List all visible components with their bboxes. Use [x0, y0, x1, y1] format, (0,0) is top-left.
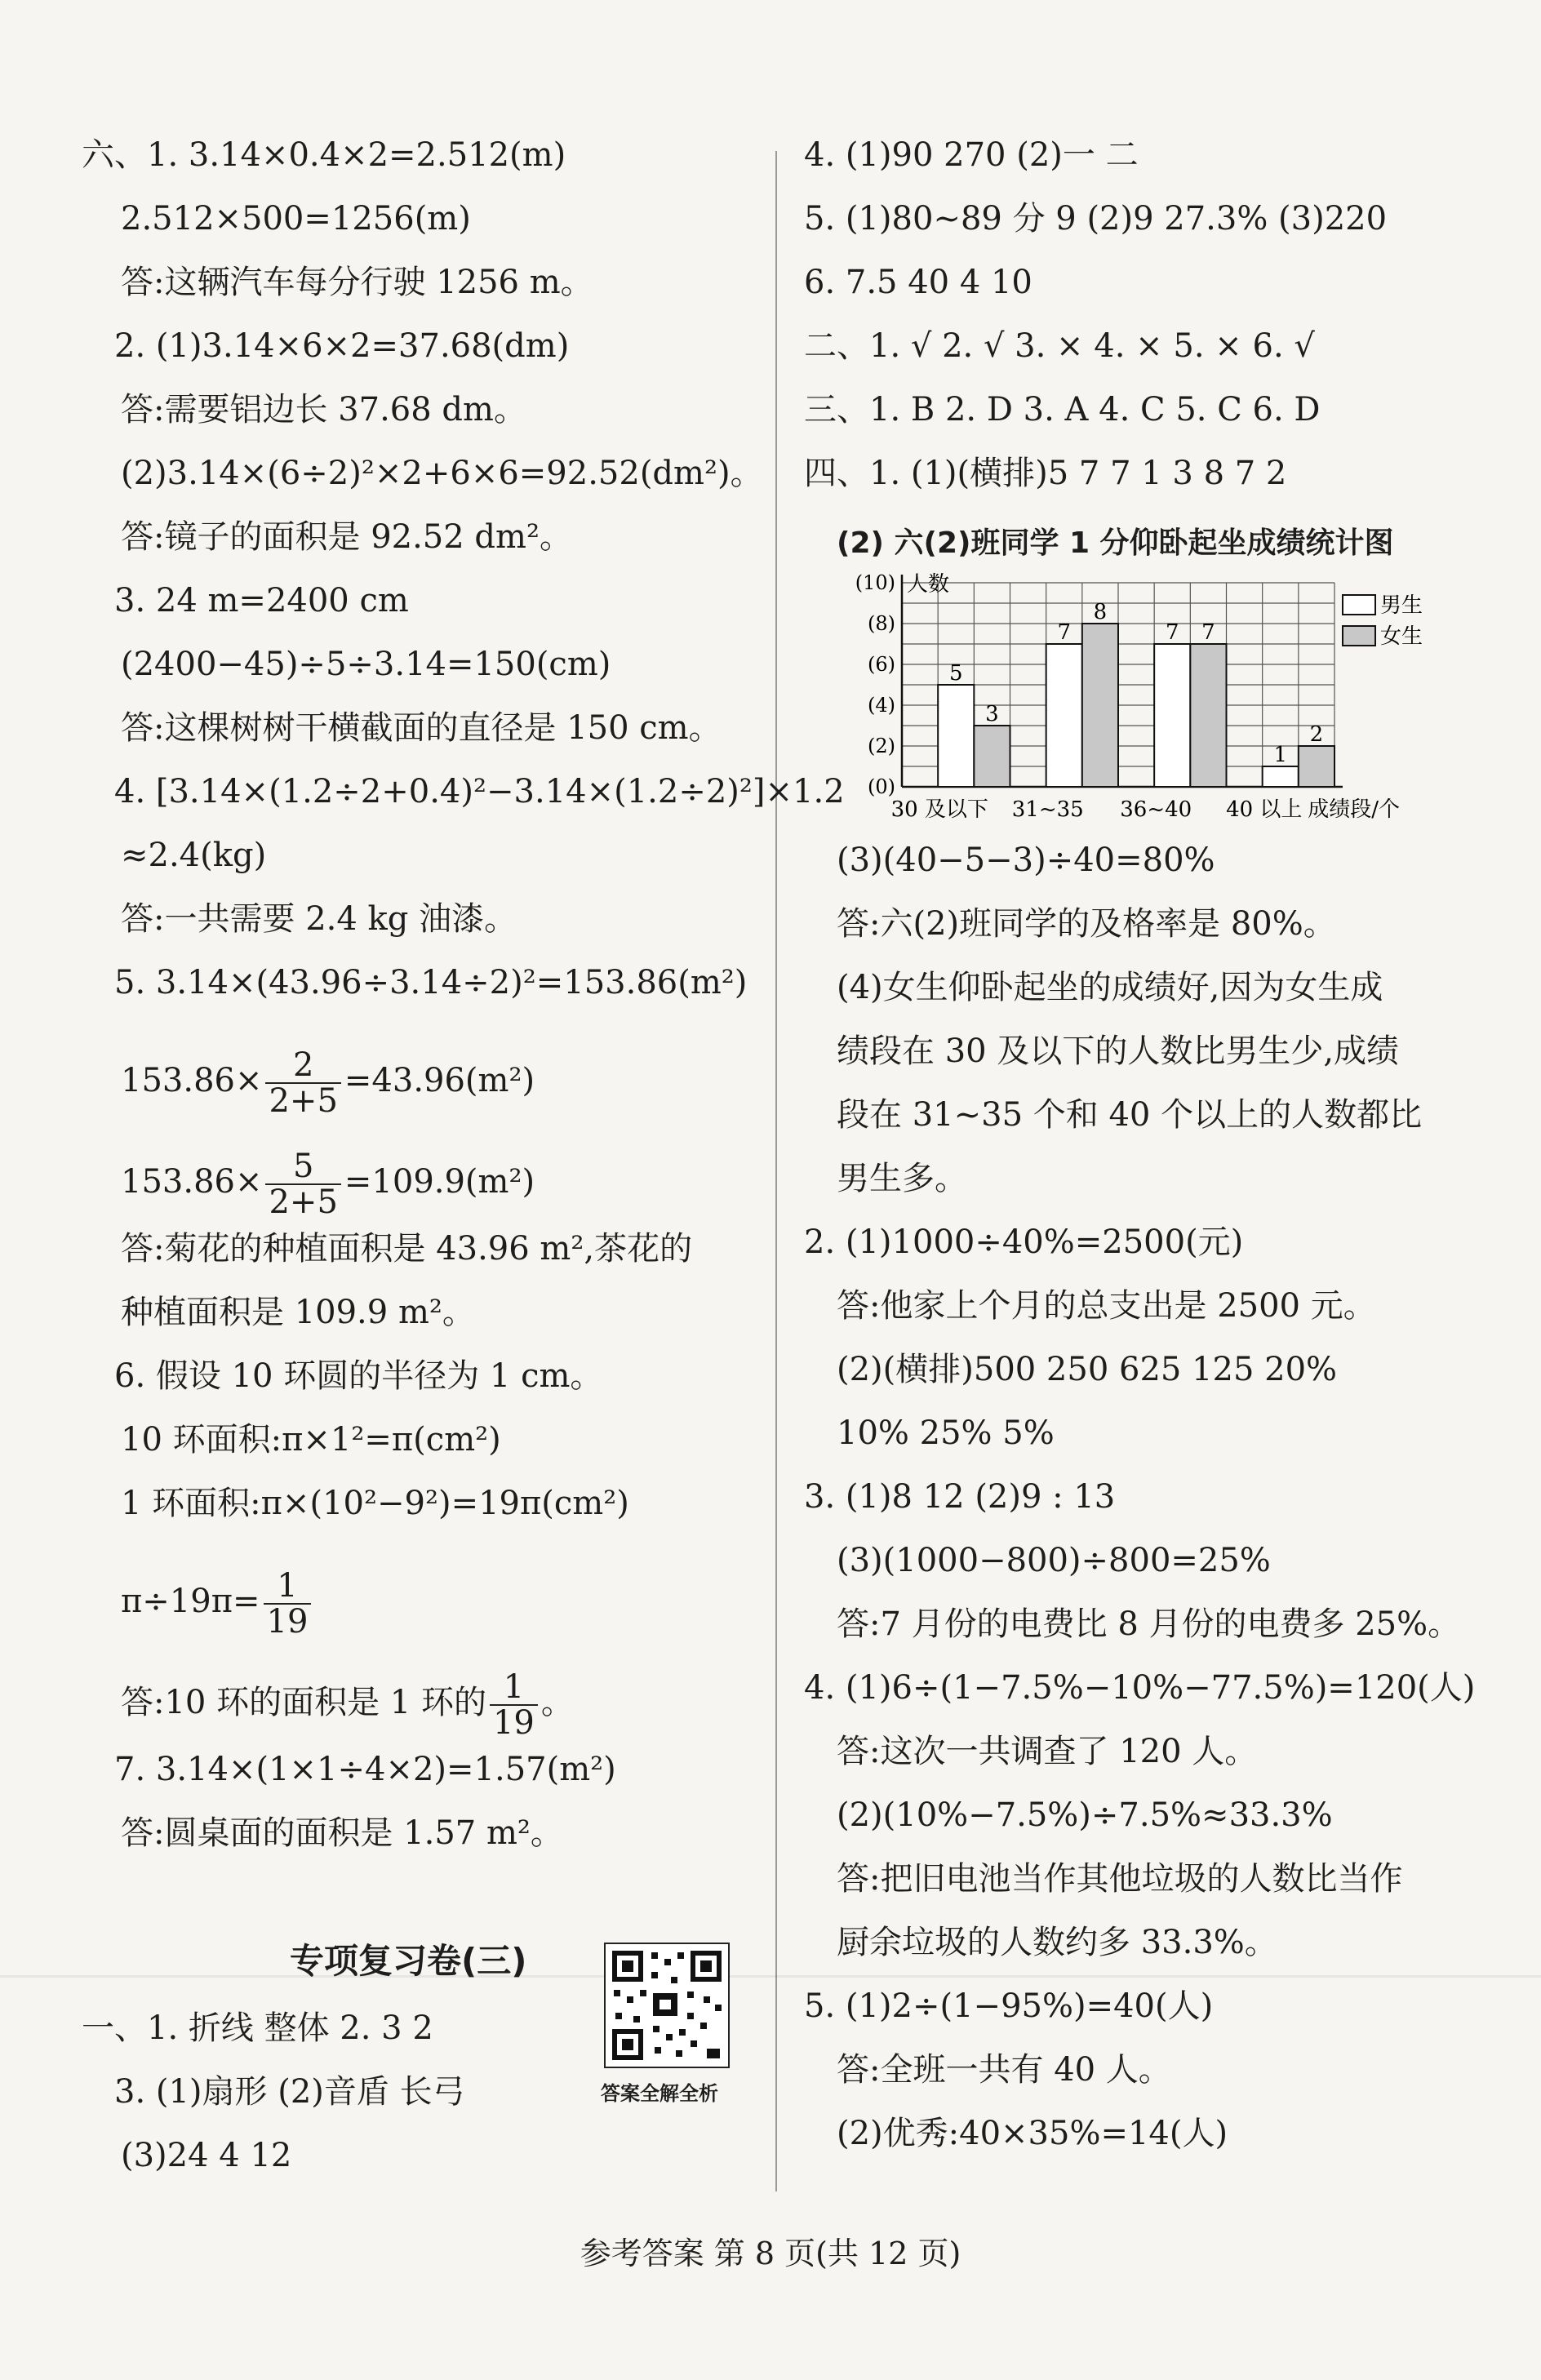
answer-line: 2.512×500=1256(m) — [121, 200, 471, 238]
fraction — [264, 1569, 312, 1639]
answer-line: 段在 31~35 个和 40 个以上的人数都比 — [837, 1096, 1423, 1134]
y-tick-label: (8) — [868, 612, 895, 635]
data-label: 3 — [985, 702, 999, 726]
answer-line: 男生多。 — [837, 1160, 967, 1197]
expr-text: 。 — [540, 1684, 574, 1721]
fraction-line — [82, 1551, 759, 1652]
answer-line: 答:镜子的面积是 92.52 dm²。 — [121, 518, 572, 556]
answer-line: 6. 7.5 40 4 10 — [804, 264, 1033, 301]
bar-男生 — [1154, 644, 1190, 787]
expr-text: 153.86× — [121, 1062, 263, 1099]
expr-text: 153.86× — [121, 1163, 263, 1201]
answer-line: 5. (1)2÷(1−95%)=40(人) — [804, 1987, 1214, 2025]
expr-text: π÷19π= — [121, 1583, 260, 1620]
answer-line: 7. 3.14×(1×1÷4×2)=1.57(m²) — [114, 1751, 616, 1788]
data-label: 8 — [1093, 600, 1108, 624]
answer-line: 答:一共需要 2.4 kg 油漆。 — [121, 900, 517, 938]
bar-女生 — [1082, 624, 1118, 787]
answer-line: 答:需要铝边长 37.68 dm。 — [121, 391, 526, 428]
answer-line: 3. 24 m=2400 cm — [114, 582, 409, 619]
bar-女生 — [974, 726, 1010, 787]
denominator: 19 — [266, 1603, 309, 1641]
chart-title: (2) 六(2)班同学 1 分仰卧起坐成绩统计图 — [837, 526, 1394, 560]
answer-line: (3)24 4 12 — [121, 2137, 292, 2174]
section-title: 专项复习卷(三) — [290, 1941, 527, 1981]
answer-line: 答:六(2)班同学的及格率是 80%。 — [837, 905, 1336, 943]
answer-line: 3. (1)8 12 (2)9 : 13 — [804, 1478, 1116, 1516]
answer-line: 2. (1)3.14×6×2=37.68(dm) — [114, 327, 570, 365]
answer-line: 10% 25% 5% — [837, 1414, 1055, 1452]
numerator: 5 — [265, 1149, 340, 1185]
denominator: 2+5 — [269, 1183, 338, 1221]
answer-line: (3)(1000−800)÷800=25% — [837, 1542, 1271, 1579]
left-column — [82, 136, 845, 1880]
y-tick-label: (10) — [855, 571, 895, 594]
x-tick-label: 36~40 — [1120, 797, 1192, 822]
answer-line: 4. (1)90 270 (2)一 二 — [804, 136, 1139, 174]
x-axis-label: 成绩段/个 — [1308, 797, 1400, 822]
answer-line: 答:他家上个月的总支出是 2500 元。 — [837, 1287, 1376, 1325]
answer-line: (2)(横排)500 250 625 125 20% — [837, 1351, 1338, 1388]
y-tick-label: (6) — [868, 653, 895, 676]
y-tick-label: (0) — [868, 775, 895, 798]
x-tick-label: 31~35 — [1011, 797, 1084, 822]
bar-男生 — [938, 685, 974, 787]
answer-line: 3. (1)扇形 (2)音盾 长弓 — [114, 2073, 465, 2111]
right-column — [804, 136, 1481, 2181]
answer-line: 答:把旧电池当作其他垃圾的人数比当作 — [837, 1860, 1403, 1898]
answer-line: 三、1. B 2. D 3. A 4. C 5. C 6. D — [804, 391, 1321, 428]
answer-line: 2. (1)1000÷40%=2500(元) — [804, 1223, 1244, 1261]
fraction-line — [82, 1652, 759, 1753]
answer-line: (2400−45)÷5÷3.14=150(cm) — [121, 646, 611, 683]
x-tick-label: 40 以上 — [1226, 797, 1303, 822]
answer-line: 一、1. 折线 整体 2. 3 2 — [82, 2009, 433, 2047]
answer-line: 5. (1)80~89 分 9 (2)9 27.3% (3)220 — [804, 200, 1388, 238]
expr-text: 答:10 环的面积是 1 环的 — [121, 1684, 486, 1721]
answer-line: 4. [3.14×(1.2÷2+0.4)²−3.14×(1.2÷2)²]×1.2 — [114, 773, 845, 810]
bar-女生 — [1190, 644, 1226, 787]
fraction — [265, 1048, 340, 1118]
answer-line: 答:这辆汽车每分行驶 1256 m。 — [121, 264, 593, 301]
expr-text: =109.9(m²) — [344, 1163, 535, 1201]
answer-line: 6. 假设 10 环圆的半径为 1 cm。 — [114, 1357, 603, 1395]
answer-line: 答:7 月份的电费比 8 月份的电费多 25%。 — [837, 1605, 1461, 1643]
left-bottom-block — [82, 2009, 759, 2203]
answer-line: (2)(10%−7.5%)÷7.5%≈33.3% — [837, 1796, 1333, 1834]
answer-line: 答:这次一共调查了 120 人。 — [837, 1733, 1258, 1770]
bar-男生 — [1263, 766, 1299, 787]
legend-label: 女生 — [1380, 624, 1423, 649]
data-label: 2 — [1309, 722, 1324, 747]
denominator: 19 — [492, 1704, 535, 1742]
y-axis-label: 人数 — [907, 572, 950, 597]
answer-line: 二、1. √ 2. √ 3. × 4. × 5. × 6. √ — [804, 327, 1315, 365]
numerator: 2 — [265, 1048, 340, 1084]
answer-line: (2)3.14×(6÷2)²×2+6×6=92.52(dm²)。 — [121, 455, 763, 492]
answer-line: 种植面积是 109.9 m²。 — [121, 1294, 475, 1331]
fraction — [490, 1670, 538, 1740]
y-tick-label: (4) — [868, 694, 895, 717]
answer-line: 答:圆桌面的面积是 1.57 m²。 — [121, 1814, 563, 1852]
answer-line: (4)女生仰卧起坐的成绩好,因为女生成 — [837, 969, 1383, 1006]
answer-line: 4. (1)6÷(1−7.5%−10%−77.5%)=120(人) — [804, 1669, 1476, 1707]
numerator: 1 — [264, 1569, 312, 1605]
answer-line: 5. 3.14×(43.96÷3.14÷2)²=153.86(m²) — [114, 964, 748, 1001]
expr-text: =43.96(m²) — [344, 1062, 535, 1099]
answer-line: 答:这棵树树干横截面的直径是 150 cm。 — [121, 709, 722, 747]
x-tick-label: 30 及以下 — [890, 797, 988, 822]
answer-line: (3)(40−5−3)÷40=80% — [837, 841, 1215, 879]
answer-line: 1 环面积:π×(10²−9²)=19π(cm²) — [121, 1485, 629, 1522]
answer-line: 四、1. (1)(横排)5 7 7 1 3 8 7 2 — [804, 455, 1287, 492]
answer-line: ≈2.4(kg) — [121, 837, 267, 874]
data-label: 1 — [1273, 743, 1288, 767]
fraction-line — [82, 1030, 759, 1131]
answer-line: 答:菊花的种植面积是 43.96 m²,茶花的 — [121, 1230, 693, 1268]
legend-swatch — [1343, 595, 1375, 615]
numerator: 1 — [490, 1670, 538, 1706]
answer-line: 厨余垃圾的人数约多 33.3%。 — [837, 1924, 1277, 1961]
data-label: 5 — [948, 661, 963, 686]
denominator: 2+5 — [269, 1082, 338, 1120]
y-tick-label: (2) — [868, 735, 895, 757]
answer-line: 绩段在 30 及以下的人数比男生少,成绩 — [837, 1032, 1400, 1070]
bar-女生 — [1299, 746, 1334, 787]
answer-line: 10 环面积:π×1²=π(cm²) — [121, 1421, 501, 1459]
data-label: 7 — [1201, 620, 1215, 645]
fraction-line — [82, 1131, 759, 1232]
answer-line: 答:全班一共有 40 人。 — [837, 2051, 1171, 2089]
qr-caption: 答案全解全析 — [601, 2082, 718, 2105]
page-footer: 参考答案 第 8 页(共 12 页) — [580, 2236, 961, 2271]
legend-label: 男生 — [1380, 593, 1423, 618]
answer-line: (2)优秀:40×35%=14(人) — [837, 2115, 1228, 2152]
answer-line: 六、1. 3.14×0.4×2=2.512(m) — [82, 136, 566, 174]
column-divider — [775, 151, 777, 2191]
bar-男生 — [1046, 644, 1082, 787]
data-label: 7 — [1165, 620, 1179, 645]
bar-chart — [837, 566, 1473, 844]
legend-swatch — [1343, 626, 1375, 646]
data-label: 7 — [1057, 620, 1072, 645]
fraction — [265, 1149, 340, 1219]
chart-container — [804, 566, 1481, 844]
